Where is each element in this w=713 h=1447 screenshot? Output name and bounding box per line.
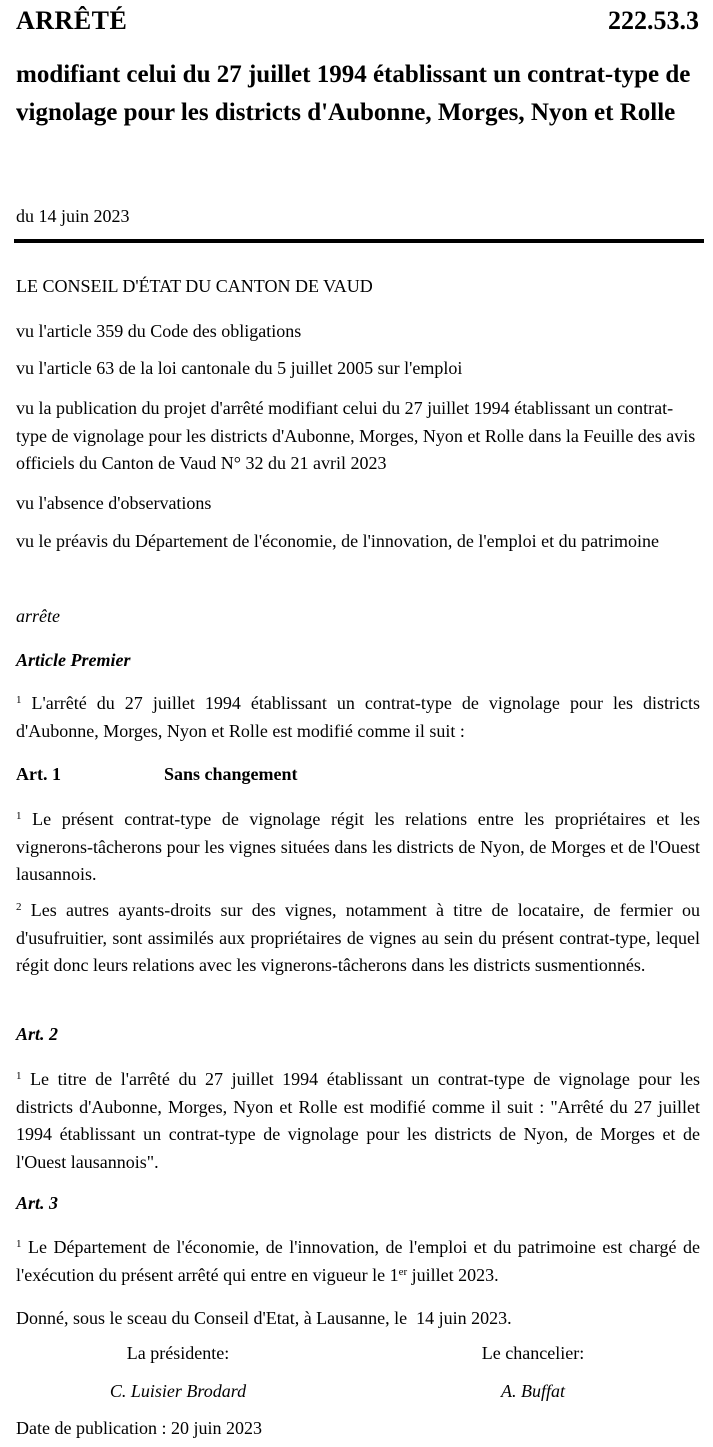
art1-heading-row [16, 761, 700, 789]
paragraph-text: L'arrêté du 27 juillet 1994 établissant un contrat-type de vignolage pour les districts d'Aubonne, Morges, Nyon et Rolle est modifié comme il suit : [16, 693, 700, 741]
right-signatory-role: Le chancelier: [481, 1343, 585, 1363]
document-number: 222.53.3 [608, 6, 699, 35]
paragraph-number: 2 [16, 901, 22, 913]
consideration-5: vu le préavis du Département de l'économie, de l'innovation, de l'emploi et du patrimoine [16, 531, 660, 551]
left-signatory-role: La présidente: [126, 1343, 230, 1363]
article-premier-heading: Article Premier [16, 650, 131, 670]
given-statement: Donné, sous le sceau du Conseil d'Etat, à Lausanne, le 14 juin 2023. [16, 1308, 512, 1328]
paragraph-number: 1 [16, 1238, 22, 1250]
art3-heading: Art. 3 [16, 1193, 59, 1213]
art1-paragraph-2 [16, 897, 700, 980]
paragraph-text: Le Département de l'économie, de l'innovation, de l'emploi et du patrimoine est chargé de l'exécution du présent arrêté qui entre en vigueur le 1 [16, 1237, 701, 1285]
left-signatory-name: C. Luisier Brodard [109, 1381, 247, 1401]
consideration-1: vu l'article 359 du Code des obligations [16, 321, 302, 341]
document-type: ARRÊTÉ [16, 6, 128, 35]
header-divider [14, 239, 704, 243]
art1-subheading: Sans changement [164, 764, 298, 784]
paragraph-text-end: juillet 2023. [407, 1264, 499, 1285]
consideration-3: vu la publication du projet d'arrêté modifiant celui du 27 juillet 1994 établissant un contrat-type de vignolage pour les districts d'Aubonne, Morges, Nyon et Rolle dans la Feuille des avis officiels du Canton de Vaud N° 32 du 21 avril 2023 [16, 398, 696, 473]
decree-word: arrête [16, 606, 60, 626]
ordinal-suffix: er [398, 1265, 408, 1278]
art2-heading: Art. 2 [16, 1024, 59, 1044]
paragraph-number: 1 [16, 1070, 22, 1082]
consideration-4: vu l'absence d'observations [16, 493, 212, 513]
article-premier-paragraph [16, 690, 700, 745]
paragraph-text: Le présent contrat-type de vignolage régit les relations entre les propriétaires et les vignerons-tâcherons pour les vignes situées dans les districts de Nyon, de Morges et de l'Ouest lausannois. [16, 809, 701, 884]
authority: LE CONSEIL D'ÉTAT DU CANTON DE VAUD [16, 276, 373, 296]
art2-paragraph-1 [16, 1066, 700, 1176]
document-title: modifiant celui du 27 juillet 1994 établissant un contrat-type de vignolage pour les districts d'Aubonne, Morges, Nyon et Rolle [16, 61, 691, 126]
paragraph-text: Les autres ayants-droits sur des vignes, notamment à titre de locataire, de fermier ou d'usufruitier, sont assimilés aux propriétaires de vignes au sein du présent contrat-type, lequel régit donc leurs relations avec les vignerons-tâcherons dans les districts susmentionnés. [16, 900, 700, 975]
paragraph-number: 1 [16, 810, 22, 822]
art1-paragraph-1 [16, 806, 700, 889]
document-date: du 14 juin 2023 [16, 206, 130, 226]
art3-paragraph-1 [16, 1234, 700, 1289]
consideration-2: vu l'article 63 de la loi cantonale du 5 juillet 2005 sur l'emploi [16, 358, 463, 378]
paragraph-text: Le titre de l'arrêté du 27 juillet 1994 établissant un contrat-type de vignolage pour les districts d'Aubonne, Morges, Nyon et Rolle est modifié comme il suit : "Arrêté du 27 juillet 1994 établissant un contrat-type de vignolage pour les districts de Nyon, de Morges et de l'Ouest lausannois". [16, 1069, 700, 1172]
publication-date: Date de publication : 20 juin 2023 [16, 1418, 262, 1438]
paragraph-number: 1 [16, 694, 22, 706]
art1-heading: Art. 1 [16, 764, 61, 784]
right-signatory-name: A. Buffat [501, 1381, 565, 1401]
